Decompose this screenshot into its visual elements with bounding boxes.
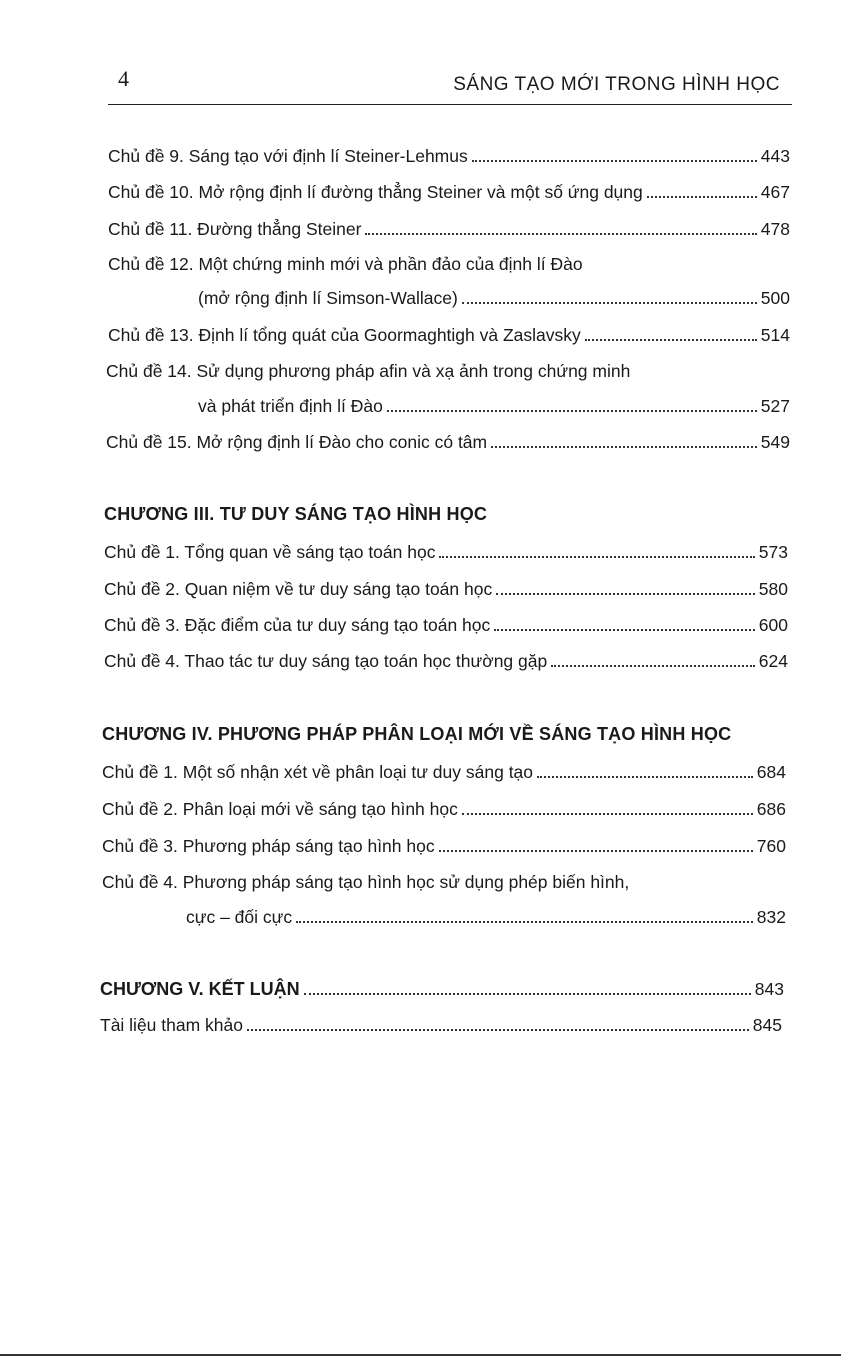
- toc-entry-page: 600: [758, 615, 788, 635]
- toc-entry-page: 500: [760, 288, 790, 308]
- toc-entry-page: 527: [760, 396, 790, 416]
- toc-entry[interactable]: [100, 1015, 782, 1036]
- toc-entry[interactable]: [198, 288, 790, 309]
- toc-entry-title: Chủ đề 4. Thao tác tư duy sáng tạo toán học thường gặp: [104, 651, 548, 671]
- toc-entry[interactable]: [108, 219, 790, 240]
- toc-entry-page: 478: [760, 219, 790, 239]
- toc-entry-page: 845: [752, 1015, 782, 1035]
- toc-entry-title: Tài liệu tham khảo: [100, 1015, 243, 1035]
- toc-entry-page: 549: [760, 432, 790, 452]
- dot-leader: [439, 552, 754, 558]
- toc-entry[interactable]: [102, 762, 786, 783]
- toc-entry-title: Chủ đề 3. Phương pháp sáng tạo hình học: [102, 836, 435, 856]
- toc-entry-title: Chủ đề 13. Định lí tổng quát của Goormaghtigh và Zaslavsky: [108, 325, 581, 345]
- toc-entry-title: Chủ đề 9. Sáng tạo với định lí Steiner-Lehmus: [108, 146, 468, 166]
- toc-entry-page: 684: [756, 762, 786, 782]
- dot-leader: [462, 298, 757, 304]
- toc-entry[interactable]: [106, 432, 790, 453]
- chapter-heading[interactable]: CHƯƠNG III. TƯ DUY SÁNG TẠO HÌNH HỌC: [104, 504, 488, 524]
- dot-leader: [472, 156, 757, 162]
- toc-entry-title: Chủ đề 1. Một số nhận xét về phân loại tư duy sáng tạo: [102, 762, 534, 782]
- toc-entry[interactable]: [104, 579, 788, 600]
- dot-leader: [647, 192, 757, 198]
- dot-leader: [247, 1025, 749, 1031]
- bottom-edge-line: [0, 1354, 841, 1356]
- dot-leader: [585, 335, 757, 341]
- dot-leader: [387, 406, 757, 412]
- toc-entry-title-continued: cực – đối cực: [186, 907, 293, 927]
- toc-entry-page: 832: [756, 907, 786, 927]
- toc-entry-page: 467: [760, 182, 790, 202]
- toc-entry-title: Chủ đề 3. Đặc điểm của tư duy sáng tạo toán học: [104, 615, 491, 635]
- toc-entry[interactable]: [102, 836, 786, 857]
- toc-entry-title: Chủ đề 15. Mở rộng định lí Đào cho conic có tâm: [106, 432, 488, 452]
- dot-leader: [304, 989, 751, 995]
- chapter-entry[interactable]: [100, 979, 784, 1000]
- toc-entry[interactable]: [198, 396, 790, 417]
- toc-entry[interactable]: [104, 542, 788, 563]
- running-header: [108, 64, 792, 105]
- toc-entry-title[interactable]: Chủ đề 14. Sử dụng phương pháp afin và xạ ảnh trong chứng minh: [106, 361, 631, 381]
- dot-leader: [494, 625, 755, 631]
- toc-entry[interactable]: [102, 799, 786, 820]
- running-title: SÁNG TẠO MỚI TRONG HÌNH HỌC: [453, 74, 780, 95]
- dot-leader: [296, 917, 753, 923]
- dot-leader: [496, 589, 755, 595]
- toc-entry-title-continued: (mở rộng định lí Simson-Wallace): [198, 288, 458, 308]
- toc-entry-title: Chủ đề 2. Phân loại mới về sáng tạo hình học: [102, 799, 458, 819]
- chapter-heading: CHƯƠNG V. KẾT LUẬN: [100, 979, 300, 999]
- dot-leader: [491, 442, 757, 448]
- toc-entry-page: 573: [758, 542, 788, 562]
- toc-entry-title: Chủ đề 1. Tổng quan về sáng tạo toán học: [104, 542, 436, 562]
- toc-entry-title: Chủ đề 11. Đường thẳng Steiner: [108, 219, 362, 239]
- toc-entry-page: 624: [758, 651, 788, 671]
- dot-leader: [537, 772, 753, 778]
- toc-entry-page: 443: [760, 146, 790, 166]
- toc-entry[interactable]: [104, 651, 788, 672]
- toc-entry-title-continued: và phát triển định lí Đào: [198, 396, 383, 416]
- toc-entry-title[interactable]: Chủ đề 4. Phương pháp sáng tạo hình học sử dụng phép biến hình,: [102, 872, 630, 892]
- toc-entry-page: 843: [754, 979, 784, 999]
- toc-entry-page: 580: [758, 579, 788, 599]
- toc-entry-page: 686: [756, 799, 786, 819]
- toc-entry[interactable]: [108, 182, 790, 203]
- page-number: 4: [118, 66, 129, 91]
- toc-entry-title: Chủ đề 2. Quan niệm về tư duy sáng tạo toán học: [104, 579, 493, 599]
- toc-entry[interactable]: [108, 146, 790, 167]
- toc-entry-title[interactable]: Chủ đề 12. Một chứng minh mới và phần đảo của định lí Đào: [108, 254, 583, 274]
- chapter-heading[interactable]: CHƯƠNG IV. PHƯƠNG PHÁP PHÂN LOẠI MỚI VỀ SÁNG TẠO HÌNH HỌC: [102, 724, 732, 744]
- toc-entry-title: Chủ đề 10. Mở rộng định lí đường thẳng Steiner và một số ứng dụng: [108, 182, 643, 202]
- dot-leader: [365, 229, 756, 235]
- dot-leader: [462, 809, 753, 815]
- dot-leader: [439, 846, 753, 852]
- toc-entry-page: 514: [760, 325, 790, 345]
- dot-leader: [551, 661, 755, 667]
- toc-entry[interactable]: [104, 615, 788, 636]
- toc-entry[interactable]: [186, 907, 786, 928]
- toc-entry-page: 760: [756, 836, 786, 856]
- toc-entry[interactable]: [108, 325, 790, 346]
